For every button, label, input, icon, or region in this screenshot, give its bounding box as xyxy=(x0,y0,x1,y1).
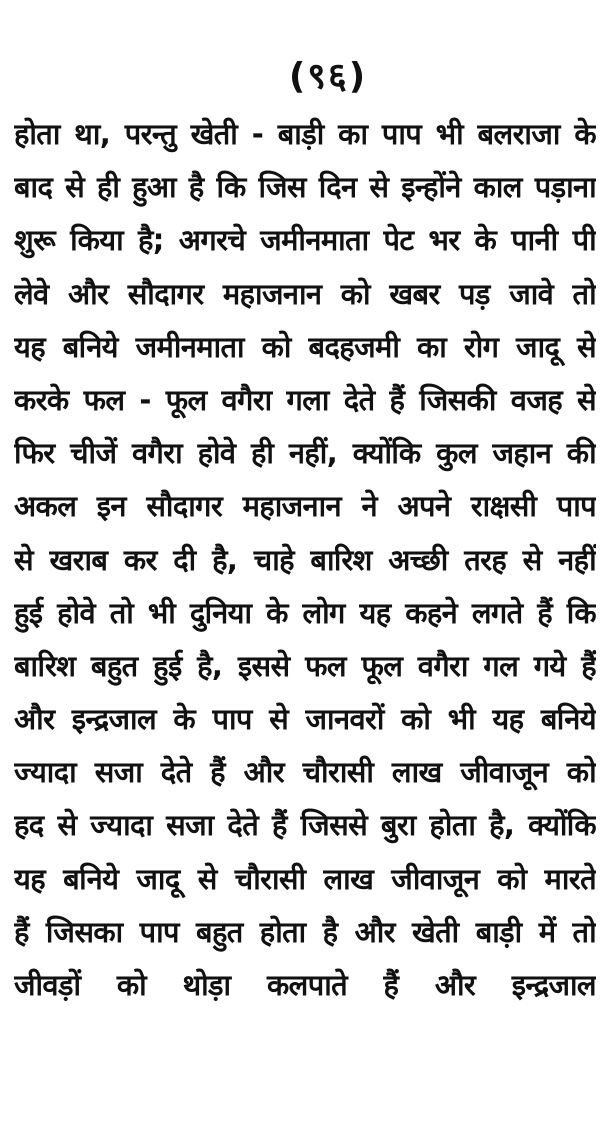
text-line: बारिश बहुत हुई है, इससे फल फूल वगैरा गल गये हैं xyxy=(14,648,596,683)
text-line: फिर चीजें वगैरा होवे ही नहीं, क्योंकि कुल जहान की xyxy=(14,436,596,471)
text-line: से खराब कर दी है, चाहे बारिश अच्छी तरह से नहीं xyxy=(14,542,596,577)
text-line: यह बनिये जादू से चौरासी लाख जीवाजून को मारते xyxy=(14,861,596,896)
text-line: हैं जिसका पाप बहुत होता है और खेती बाड़ी में तो xyxy=(14,914,596,949)
text-line: यह बनिये जमीनमाता को बदहजमी का रोग जादू से xyxy=(14,329,596,364)
body-text xyxy=(14,108,596,1012)
text-line: लेवे और सौदागर महाजनान को खबर पड़ जावे तो xyxy=(14,276,596,311)
text-line: हुई होवे तो भी दुनिया के लोग यह कहने लगते हैं कि xyxy=(14,595,596,630)
page-number: (९६) xyxy=(288,56,368,97)
text-line: ज्यादा सजा देते हैं और चौरासी लाख जीवाजून को xyxy=(14,755,596,790)
text-line: होता था, परन्तु खेती - बाड़ी का पाप भी बलराजा के xyxy=(14,117,596,151)
text-line: अकल इन सौदागर महाजनान ने अपने राक्षसी पाप xyxy=(14,489,596,524)
text-line: करके फल - फूल वगैरा गला देते हैं जिसकी वजह से xyxy=(14,382,596,417)
text-line: और इन्द्रजाल के पाप से जानवरों को भी यह बनिये xyxy=(14,702,596,737)
text-line: हद से ज्यादा सजा देते हैं जिससे बुरा होता है, क्योंकि xyxy=(14,808,596,843)
text-line: शुरू किया है; अगरचे जमीनमाता पेट भर के पानी पी xyxy=(14,223,596,258)
text-line: बाद से ही हुआ है कि जिस दिन से इन्होंने काल पड़ाना xyxy=(14,170,596,205)
text-line: जीवड़ों को थोड़ा कलपाते हैं और इन्द्रजाल xyxy=(14,968,596,1002)
